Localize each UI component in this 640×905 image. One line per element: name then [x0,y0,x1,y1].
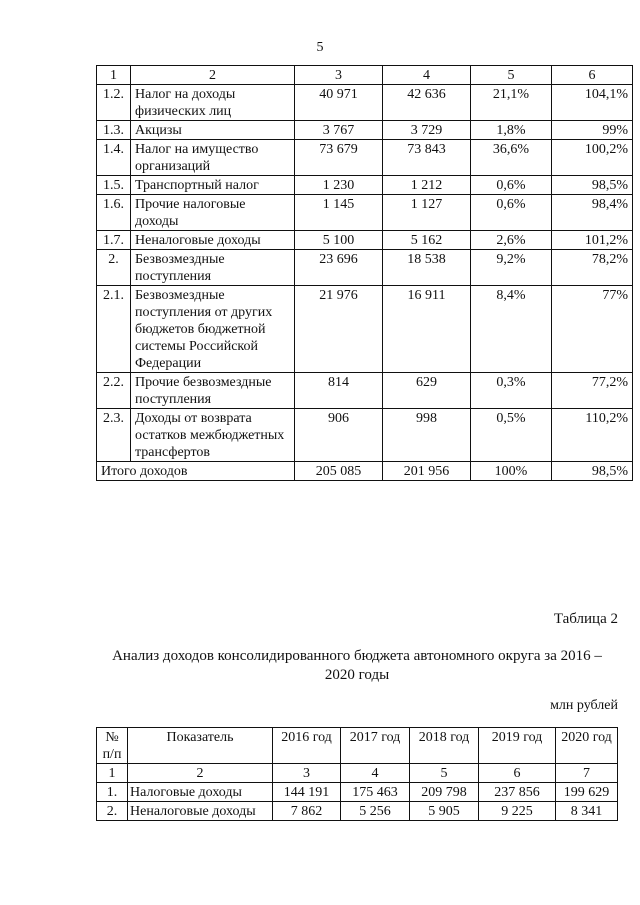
value-2020: 629 [383,373,471,409]
value-2019: 3 767 [295,121,383,140]
table-row [97,250,633,286]
share-value: 21,1% [471,85,552,121]
column-number: 6 [479,764,556,783]
column-number-row [97,764,618,783]
indicator-name: Налоговые доходы [128,783,273,802]
table-row [97,286,633,373]
table-row [97,140,633,176]
value-2019: 23 696 [295,250,383,286]
column-number: 1 [97,66,131,85]
row-number: 2.2. [97,373,131,409]
table-row [97,802,618,821]
total-percent: 98,5% [552,462,633,481]
column-number: 2 [131,66,295,85]
share-value: 0,3% [471,373,552,409]
indicator-name: Прочие безвозмездные поступления [131,373,295,409]
indicator-name: Неналоговые доходы [131,231,295,250]
value-2020: 3 729 [383,121,471,140]
row-number: 1.3. [97,121,131,140]
indicator-name: Транспортный налог [131,176,295,195]
column-number: 6 [552,66,633,85]
header-year: 2018 год [410,728,479,764]
value-2020: 8 341 [556,802,618,821]
column-number: 7 [556,764,618,783]
table-row [97,783,618,802]
column-number: 3 [295,66,383,85]
total-value: 205 085 [295,462,383,481]
table-row [97,85,633,121]
percent-value: 78,2% [552,250,633,286]
percent-value: 101,2% [552,231,633,250]
value-2019: 9 225 [479,802,556,821]
column-number: 3 [273,764,341,783]
column-number: 5 [471,66,552,85]
share-value: 2,6% [471,231,552,250]
table-title: Анализ доходов консолидированного бюджета автономного округа за 2016 – 2020 годы [112,648,602,683]
value-2019: 906 [295,409,383,462]
percent-value: 98,5% [552,176,633,195]
value-2020: 1 212 [383,176,471,195]
indicator-name: Прочие налоговые доходы [131,195,295,231]
column-number: 4 [383,66,471,85]
table-row [97,176,633,195]
table-header-row [97,66,633,85]
header-year: 2020 год [556,728,618,764]
row-number: 2. [97,802,128,821]
revenue-structure-table [96,65,633,481]
column-number: 5 [410,764,479,783]
column-number: 4 [341,764,410,783]
table-body [97,85,633,462]
share-value: 0,6% [471,176,552,195]
share-value: 36,6% [471,140,552,176]
indicator-name: Акцизы [131,121,295,140]
indicator-name: Налог на доходы физических лиц [131,85,295,121]
row-number: 2. [97,250,131,286]
header-year: 2016 год [273,728,341,764]
value-2019: 73 679 [295,140,383,176]
value-2020: 73 843 [383,140,471,176]
consolidated-budget-table [96,727,618,821]
column-number: 2 [128,764,273,783]
row-number: 2.1. [97,286,131,373]
percent-value: 100,2% [552,140,633,176]
percent-value: 77% [552,286,633,373]
header-number: № п/п [97,728,128,764]
header-indicator: Показатель [128,728,273,764]
value-2018: 209 798 [410,783,479,802]
percent-value: 98,4% [552,195,633,231]
value-2020: 18 538 [383,250,471,286]
row-number: 1.6. [97,195,131,231]
total-label: Итого доходов [97,462,295,481]
value-2020: 5 162 [383,231,471,250]
units-label: млн рублей [550,698,618,713]
percent-value: 77,2% [552,373,633,409]
percent-value: 110,2% [552,409,633,462]
indicator-name: Безвозмездные поступления [131,250,295,286]
value-2019: 1 230 [295,176,383,195]
row-number: 1.7. [97,231,131,250]
indicator-name: Доходы от возврата остатков межбюджетных трансфертов [131,409,295,462]
value-2019: 237 856 [479,783,556,802]
row-number: 1.2. [97,85,131,121]
column-number: 1 [97,764,128,783]
total-row [97,462,633,481]
row-number: 1.4. [97,140,131,176]
value-2019: 814 [295,373,383,409]
value-2016: 7 862 [273,802,341,821]
value-2019: 5 100 [295,231,383,250]
table-header-row [97,728,618,764]
value-2020: 998 [383,409,471,462]
share-value: 9,2% [471,250,552,286]
value-2017: 175 463 [341,783,410,802]
table-row [97,195,633,231]
share-value: 0,6% [471,195,552,231]
share-value: 1,8% [471,121,552,140]
row-number: 1.5. [97,176,131,195]
row-number: 1. [97,783,128,802]
value-2020: 16 911 [383,286,471,373]
value-2018: 5 905 [410,802,479,821]
table-row [97,409,633,462]
row-number: 2.3. [97,409,131,462]
header-year: 2017 год [341,728,410,764]
table-caption: Таблица 2 [553,611,618,627]
page-number: 5 [316,40,324,55]
share-value: 8,4% [471,286,552,373]
value-2016: 144 191 [273,783,341,802]
table-body [97,783,618,821]
table-row [97,373,633,409]
value-2019: 40 971 [295,85,383,121]
header-year: 2019 год [479,728,556,764]
indicator-name: Налог на имущество организаций [131,140,295,176]
table-row [97,231,633,250]
value-2019: 1 145 [295,195,383,231]
value-2020: 1 127 [383,195,471,231]
value-2019: 21 976 [295,286,383,373]
share-value: 0,5% [471,409,552,462]
table-row [97,121,633,140]
total-share: 100% [471,462,552,481]
value-2020: 199 629 [556,783,618,802]
indicator-name: Безвозмездные поступления от других бюджетов бюджетной системы Российской Федерации [131,286,295,373]
total-value: 201 956 [383,462,471,481]
value-2020: 42 636 [383,85,471,121]
percent-value: 104,1% [552,85,633,121]
value-2017: 5 256 [341,802,410,821]
percent-value: 99% [552,121,633,140]
indicator-name: Неналоговые доходы [128,802,273,821]
